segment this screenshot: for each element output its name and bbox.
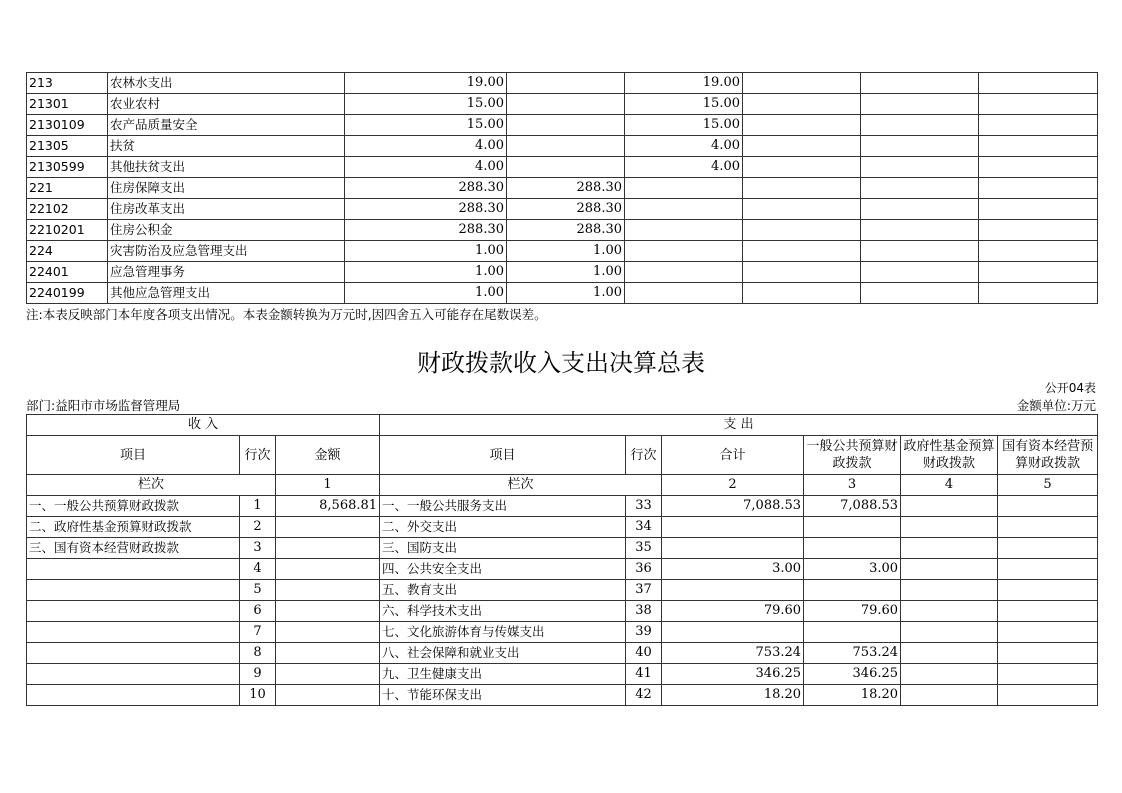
- expense-fund: [901, 517, 998, 538]
- expense-state: [998, 496, 1098, 517]
- expense-state: [998, 517, 1098, 538]
- income-item: 一、一般公共预算财政拨款: [27, 496, 240, 517]
- expense-state: [998, 559, 1098, 580]
- income-amount: [276, 643, 380, 664]
- income-row-no: 1: [240, 496, 276, 517]
- expense-item: 一、一般公共服务支出: [380, 496, 626, 517]
- table-row: [27, 241, 1098, 262]
- row-empty: [979, 157, 1098, 178]
- row-project: [625, 199, 743, 220]
- expense-row-no: 42: [626, 685, 662, 706]
- expense-total: 346.25: [662, 664, 804, 685]
- income-item: [27, 685, 240, 706]
- expense-fund: [901, 685, 998, 706]
- expense-general: [804, 580, 901, 601]
- expense-general: 79.60: [804, 601, 901, 622]
- expense-state: [998, 580, 1098, 601]
- row-basic: 1.00: [507, 283, 625, 304]
- expense-fund: [901, 601, 998, 622]
- expense-state: [998, 601, 1098, 622]
- row-empty: [861, 199, 979, 220]
- row-name: 其他应急管理支出: [108, 283, 345, 304]
- row-empty: [979, 199, 1098, 220]
- row-code: 213: [27, 73, 108, 94]
- income-row-no: 9: [240, 664, 276, 685]
- expense-total: 7,088.53: [662, 496, 804, 517]
- row-basic: 1.00: [507, 241, 625, 262]
- row-code: 22401: [27, 262, 108, 283]
- expense-fund: [901, 664, 998, 685]
- row-empty: [743, 94, 861, 115]
- row-total: 288.30: [345, 199, 507, 220]
- row-project: [625, 178, 743, 199]
- income-amount: [276, 664, 380, 685]
- row-empty: [979, 94, 1098, 115]
- income-amount: [276, 685, 380, 706]
- row-basic: 1.00: [507, 262, 625, 283]
- row-code: 21305: [27, 136, 108, 157]
- expense-general: [804, 538, 901, 559]
- row-name: 扶贫: [108, 136, 345, 157]
- expense-fund: [901, 643, 998, 664]
- income-amount: [276, 517, 380, 538]
- expense-fund: [901, 559, 998, 580]
- row-total: 1.00: [345, 241, 507, 262]
- expense-total: [662, 517, 804, 538]
- expense-item: 五、教育支出: [380, 580, 626, 601]
- income-item: [27, 580, 240, 601]
- expense-total: 753.24: [662, 643, 804, 664]
- row-name: 住房保障支出: [108, 178, 345, 199]
- expense-item: 八、社会保障和就业支出: [380, 643, 626, 664]
- col-index-5: 5: [998, 475, 1098, 496]
- row-basic: [507, 73, 625, 94]
- expense-row-no: 35: [626, 538, 662, 559]
- row-name: 住房公积金: [108, 220, 345, 241]
- income-amount: 8,568.81: [276, 496, 380, 517]
- fund-budget-header: 政府性基金预算财政拨款: [901, 436, 998, 475]
- unit-label: 金额单位:万元: [1016, 398, 1096, 413]
- row-empty: [743, 199, 861, 220]
- row-empty: [979, 73, 1098, 94]
- expense-item: 九、卫生健康支出: [380, 664, 626, 685]
- row-empty: [861, 73, 979, 94]
- row-total: 15.00: [345, 115, 507, 136]
- row-project: [625, 283, 743, 304]
- row-code: 2130599: [27, 157, 108, 178]
- row-name: 农业农村: [108, 94, 345, 115]
- expense-item: 十、节能环保支出: [380, 685, 626, 706]
- expense-row-no: 36: [626, 559, 662, 580]
- income-row-no: 7: [240, 622, 276, 643]
- col-index-1: 1: [276, 475, 380, 496]
- expense-row-no: 33: [626, 496, 662, 517]
- table-row: [27, 517, 1098, 538]
- expense-detail-table: [26, 72, 1098, 304]
- row-basic: [507, 157, 625, 178]
- row-total: 4.00: [345, 136, 507, 157]
- row-empty: [979, 220, 1098, 241]
- income-row-no: 8: [240, 643, 276, 664]
- column-index-row: [27, 475, 1098, 496]
- row-empty: [743, 136, 861, 157]
- department-label: 部门:益阳市市场监督管理局: [26, 398, 181, 413]
- expense-row-no: 34: [626, 517, 662, 538]
- row-total: 19.00: [345, 73, 507, 94]
- summary-body: [27, 415, 1098, 706]
- row-basic: 288.30: [507, 199, 625, 220]
- income-item: 二、政府性基金预算财政拨款: [27, 517, 240, 538]
- row-empty: [743, 178, 861, 199]
- row-empty: [979, 283, 1098, 304]
- expense-fund: [901, 538, 998, 559]
- table-row: [27, 94, 1098, 115]
- income-amount: [276, 601, 380, 622]
- income-row-no: 2: [240, 517, 276, 538]
- page-title: 财政拨款收入支出决算总表: [417, 349, 705, 377]
- table-row: [27, 664, 1098, 685]
- row-empty: [743, 262, 861, 283]
- row-name: 农林水支出: [108, 73, 345, 94]
- row-name: 应急管理事务: [108, 262, 345, 283]
- row-empty: [861, 283, 979, 304]
- income-amount: [276, 622, 380, 643]
- expense-fund: [901, 580, 998, 601]
- expense-header: 支 出: [380, 415, 1098, 436]
- expense-row-no: 38: [626, 601, 662, 622]
- table-row: [27, 622, 1098, 643]
- expense-total: 3.00: [662, 559, 804, 580]
- form-number: 公开04表: [1044, 381, 1096, 395]
- row-name: 灾害防治及应急管理支出: [108, 241, 345, 262]
- col-label: 栏次: [27, 475, 276, 496]
- table-row: [27, 580, 1098, 601]
- expense-item: 七、文化旅游体育与传媒支出: [380, 622, 626, 643]
- row-project: 4.00: [625, 157, 743, 178]
- income-row-no: 10: [240, 685, 276, 706]
- table-row: [27, 538, 1098, 559]
- row-code: 221: [27, 178, 108, 199]
- table-row: [27, 157, 1098, 178]
- expense-row-no: 40: [626, 643, 662, 664]
- row-empty: [743, 73, 861, 94]
- row-project: [625, 262, 743, 283]
- expense-general: [804, 622, 901, 643]
- table-row: [27, 601, 1098, 622]
- expense-state: [998, 538, 1098, 559]
- row-empty: [743, 157, 861, 178]
- row-empty: [861, 115, 979, 136]
- row-project: 19.00: [625, 73, 743, 94]
- row-empty: [743, 115, 861, 136]
- row-name: 住房改革支出: [108, 199, 345, 220]
- table-row: [27, 496, 1098, 517]
- row-name: 其他扶贫支出: [108, 157, 345, 178]
- row-basic: 288.30: [507, 178, 625, 199]
- row-basic: [507, 136, 625, 157]
- income-row-no: 4: [240, 559, 276, 580]
- expense-rowno-header: 行次: [626, 436, 662, 475]
- row-empty: [861, 178, 979, 199]
- expense-general: 18.20: [804, 685, 901, 706]
- table-row: [27, 199, 1098, 220]
- expense-row-no: 37: [626, 580, 662, 601]
- expense-total: 79.60: [662, 601, 804, 622]
- row-total: 1.00: [345, 283, 507, 304]
- income-header: 收 入: [27, 415, 380, 436]
- row-total: 4.00: [345, 157, 507, 178]
- row-basic: 288.30: [507, 220, 625, 241]
- row-empty: [861, 136, 979, 157]
- row-empty: [861, 241, 979, 262]
- table-row: [27, 283, 1098, 304]
- row-code: 2130109: [27, 115, 108, 136]
- expense-item: 三、国防支出: [380, 538, 626, 559]
- row-code: 2210201: [27, 220, 108, 241]
- row-total: 15.00: [345, 94, 507, 115]
- expense-row-no: 41: [626, 664, 662, 685]
- row-empty: [979, 241, 1098, 262]
- total-header: 合计: [662, 436, 804, 475]
- table-row: [27, 220, 1098, 241]
- row-project: 15.00: [625, 94, 743, 115]
- row-project: 15.00: [625, 115, 743, 136]
- expense-total: 18.20: [662, 685, 804, 706]
- income-item: [27, 643, 240, 664]
- income-amount: [276, 559, 380, 580]
- row-total: 288.30: [345, 220, 507, 241]
- state-capital-header: 国有资本经营预算财政拨款: [998, 436, 1098, 475]
- row-empty: [861, 220, 979, 241]
- expense-fund: [901, 622, 998, 643]
- general-budget-header: 一般公共预算财政拨款: [804, 436, 901, 475]
- expense-state: [998, 643, 1098, 664]
- row-project: [625, 241, 743, 262]
- expense-total: [662, 580, 804, 601]
- income-amount-header: 金额: [276, 436, 380, 475]
- income-item: [27, 601, 240, 622]
- row-empty: [861, 157, 979, 178]
- expense-total: [662, 622, 804, 643]
- row-name: 农产品质量安全: [108, 115, 345, 136]
- income-item: [27, 622, 240, 643]
- income-item: 三、国有资本经营财政拨款: [27, 538, 240, 559]
- row-code: 21301: [27, 94, 108, 115]
- row-empty: [743, 241, 861, 262]
- column-header-row: [27, 436, 1098, 475]
- expense-fund: [901, 496, 998, 517]
- row-basic: [507, 94, 625, 115]
- expense-state: [998, 685, 1098, 706]
- expense-general: 346.25: [804, 664, 901, 685]
- table-row: [27, 262, 1098, 283]
- row-empty: [979, 178, 1098, 199]
- expense-general: 3.00: [804, 559, 901, 580]
- expense-state: [998, 622, 1098, 643]
- row-empty: [979, 115, 1098, 136]
- table-row: [27, 136, 1098, 157]
- expense-total: [662, 538, 804, 559]
- income-item: [27, 559, 240, 580]
- table-row: [27, 73, 1098, 94]
- income-item: [27, 664, 240, 685]
- col-index-3: 3: [804, 475, 901, 496]
- income-rowno-header: 行次: [240, 436, 276, 475]
- income-row-no: 3: [240, 538, 276, 559]
- income-item-header: 项目: [27, 436, 240, 475]
- expense-row-no: 39: [626, 622, 662, 643]
- income-amount: [276, 580, 380, 601]
- col-index-4: 4: [901, 475, 998, 496]
- expense-item: 四、公共安全支出: [380, 559, 626, 580]
- section-header-row: [27, 415, 1098, 436]
- table-row: [27, 178, 1098, 199]
- expense-item-header: 项目: [380, 436, 626, 475]
- row-empty: [743, 283, 861, 304]
- col-label-2: 栏次: [380, 475, 662, 496]
- row-empty: [979, 136, 1098, 157]
- row-project: [625, 220, 743, 241]
- row-empty: [861, 94, 979, 115]
- expense-general: 753.24: [804, 643, 901, 664]
- summary-table: [26, 414, 1098, 706]
- table-row: [27, 559, 1098, 580]
- income-row-no: 6: [240, 601, 276, 622]
- expense-general: 7,088.53: [804, 496, 901, 517]
- expense-detail-body: [27, 73, 1098, 304]
- expense-general: [804, 517, 901, 538]
- row-code: 224: [27, 241, 108, 262]
- table-row: [27, 685, 1098, 706]
- row-empty: [861, 262, 979, 283]
- row-project: 4.00: [625, 136, 743, 157]
- table-note: 注:本表反映部门本年度各项支出情况。本表金额转换为万元时,因四舍五入可能存在尾数误差。: [26, 307, 547, 322]
- col-index-2: 2: [662, 475, 804, 496]
- expense-item: 二、外交支出: [380, 517, 626, 538]
- row-empty: [979, 262, 1098, 283]
- income-amount: [276, 538, 380, 559]
- expense-state: [998, 664, 1098, 685]
- table-row: [27, 643, 1098, 664]
- row-code: 2240199: [27, 283, 108, 304]
- expense-item: 六、科学技术支出: [380, 601, 626, 622]
- table-row: [27, 115, 1098, 136]
- income-row-no: 5: [240, 580, 276, 601]
- row-total: 1.00: [345, 262, 507, 283]
- row-code: 22102: [27, 199, 108, 220]
- row-basic: [507, 115, 625, 136]
- row-total: 288.30: [345, 178, 507, 199]
- row-empty: [743, 220, 861, 241]
